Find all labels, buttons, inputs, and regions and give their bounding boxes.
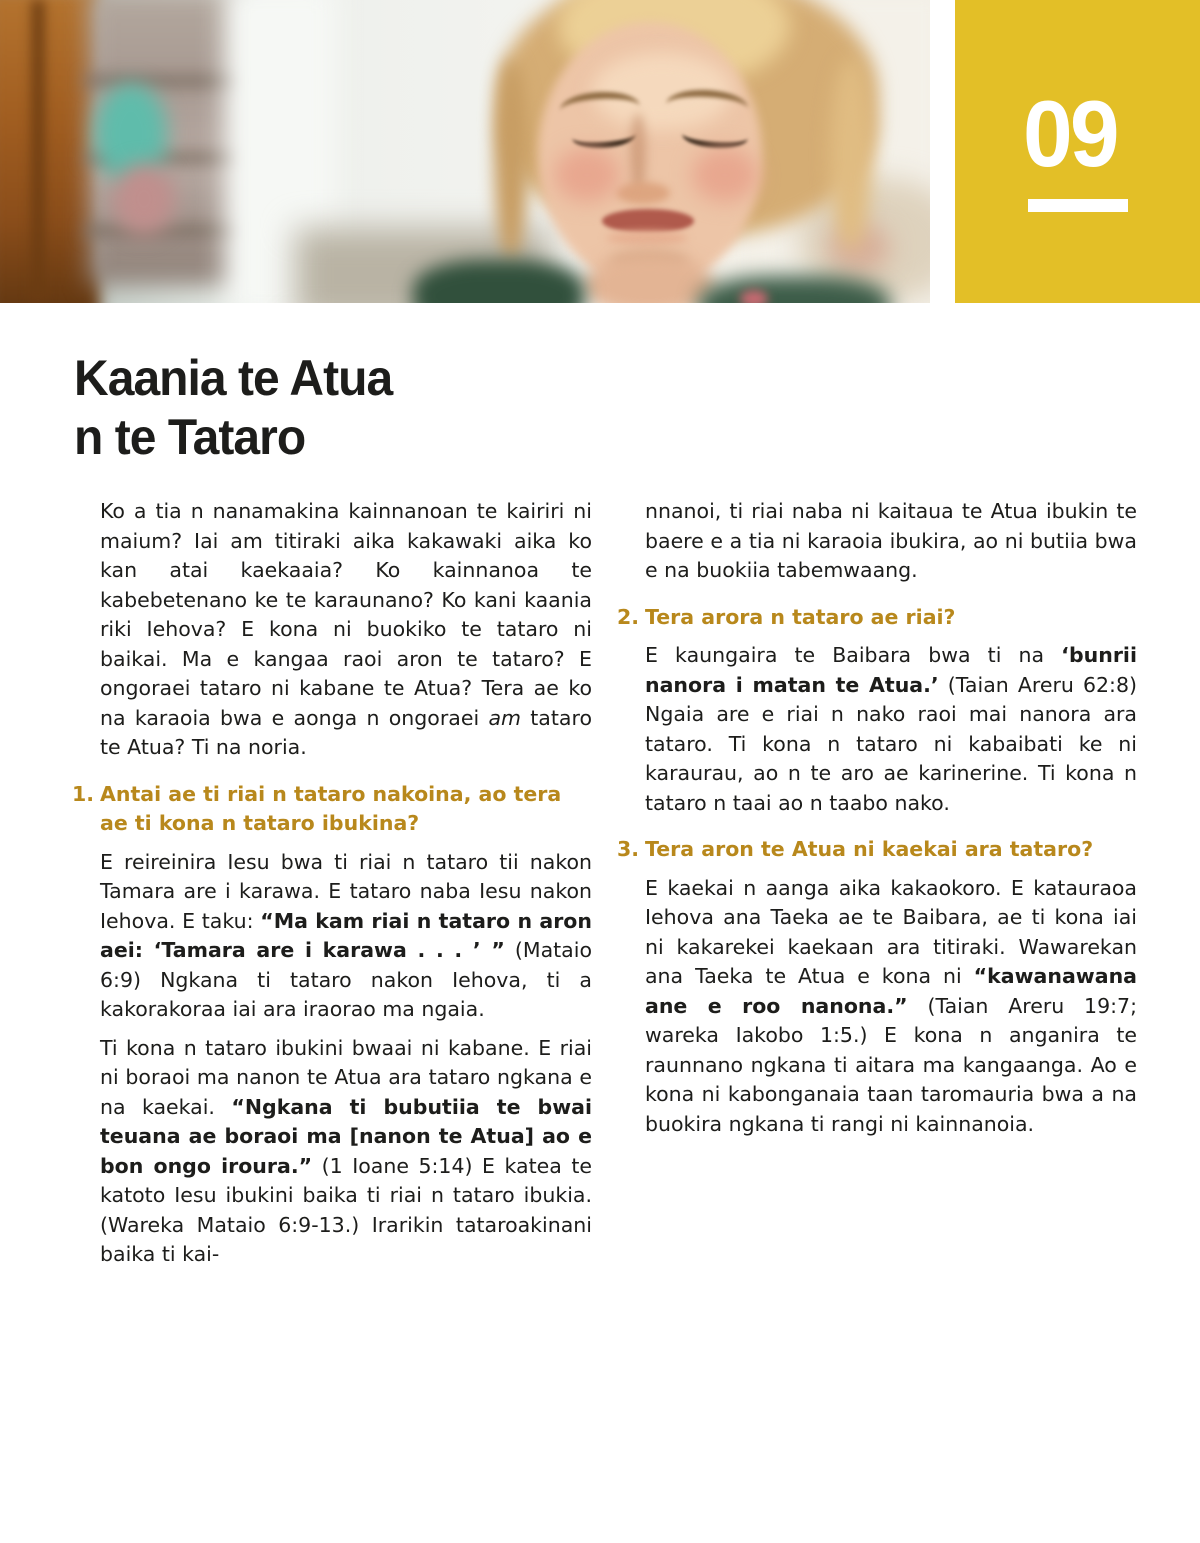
text-run: E reireinira Iesu bwa ti riai n tataro tii nakon Tamara are i karawa. E tataro naba Iesu nakon Iehova. E taku: — [100, 849, 592, 933]
photo-shelf-item-pink — [113, 163, 175, 235]
chapter-number-badge — [955, 0, 1200, 303]
chapter-number: 09 — [1023, 81, 1117, 186]
text-run: nnanoi, ti riai naba ni kaitaua te Atua ibukin te baere e a tia ni karaoia ibukira, ao ni butiia bwa e na buokiia tabemwaang. — [645, 499, 1137, 582]
question-1-paragraph-2 — [72, 1034, 592, 1270]
question-2-paragraph — [617, 641, 1137, 818]
photo-right-cheek — [692, 148, 758, 202]
question-1-number: 1. — [72, 781, 95, 806]
question-1-paragraph-2-continued — [617, 497, 1137, 586]
intro-paragraph — [72, 497, 592, 763]
photo-wood-frame — [0, 0, 100, 303]
photo-wood-edge — [32, 0, 44, 303]
text-run: Ko a tia n nanamakina kainnanoan te kairiri ni maium? Iai am titiraki aika kakawaki aika ko kan atai kaekaaia? Ko kainnanoa te kabebetenano ke te karaunano? Ko kani kaania riki Iehova? E kona ni buokiko te tataro ni baikai. Ma e kangaa raoi aron te tataro? E ongoraei tataro ni kabane te Atua? Tera ae ko na karaoia bwa e aonga n ongoraei — [100, 499, 592, 730]
page-title-line-1: Kaania te Atua — [74, 350, 393, 406]
text-run: E kaekai n aanga aika kakaokoro. E katauraoa Iehova ana Taeka ae te Baibara, ae ti kona iai ni kakarekei kaekaan ara titiraki. Wawarekan ana Taeka te Atua e kona ni — [645, 875, 1137, 988]
text-run: (Taian Areru 62:8) Ngaia are e riai n nako raoi mai nanora ara tataro. Ti kona n tataro ni kabaibati ke ni karaurau, ao n te aro ae karinerine. Ti kona n tataro n taai ao n taabo nako. — [645, 672, 1137, 815]
right-column — [617, 497, 1137, 1148]
photo-collar-pattern — [740, 290, 768, 303]
text-run: tataro te Atua? Ti na noria. — [100, 705, 592, 759]
question-3-heading — [617, 835, 1137, 865]
photo-lips — [602, 209, 694, 233]
text-run: Ti kona n tataro ibukini bwaai ni kabane. E riai ni boraoi ma nanon te Atua ara tataro ngkana e na kaekai. — [100, 1035, 592, 1119]
text-run: am — [488, 705, 521, 730]
text-run: (1 Ioane 5:14) E katea te katoto Iesu ibukini baika ti riai n tataro ibukia. (Wareka Mataio 6:9-13.) Irarikin tataroakinani baika ti kai- — [100, 1153, 592, 1266]
text-run: “Ma kam riai n tataro n aron aei: ‘Tamara are i karawa . . . ’ ” — [100, 908, 592, 962]
photo-hair-strand-left — [494, 58, 528, 260]
page-title — [74, 349, 392, 467]
text-run: “kawanawana ane e roo nanona.” — [645, 964, 1137, 1018]
text-run: “Ngkana ti bubutiia te bwai teuana ae boraoi ma [nanon te Atua] ao e bon ongo iroura.” — [100, 1094, 592, 1178]
question-1-paragraph-1 — [72, 848, 592, 1025]
photo-left-cheek — [554, 148, 620, 202]
question-2-number: 2. — [617, 604, 640, 629]
question-3-text: Tera aron te Atua ni kaekai ara tataro? — [645, 837, 1094, 861]
question-1-text: Antai ae ti riai n tataro nakoina, ao tera ae ti kona n tataro ibukina? — [100, 781, 562, 835]
text-run: (Taian Areru 19:7; wareka Iakobo 1:5.) E kona n anganira te raunnano ngkana ti aitara ma kangaanga. Ao e kona ni kabonganaia taan taromauria bwa a na buokira ngkana ti rangi ni kainnanoia. — [645, 993, 1137, 1136]
left-column — [72, 497, 592, 1279]
question-3-number: 3. — [617, 837, 640, 861]
question-1-heading — [72, 780, 592, 839]
question-2-text: Tera arora n tataro ae riai? — [645, 604, 956, 629]
photo-shelf-line — [85, 76, 240, 86]
chapter-number-underline — [1028, 199, 1128, 212]
question-2-heading — [617, 603, 1137, 633]
header-photo — [0, 0, 930, 303]
photo-lip-highlight — [606, 231, 688, 245]
text-run: (Mataio 6:9) Ngkana ti tataro nakon Iehova, ti a kakorakoraa iai ara iraorao ma ngaia. — [100, 938, 592, 1021]
photo-left-shoulder — [413, 260, 585, 303]
photo-hair-strand-right — [830, 58, 872, 250]
page-title-line-2: n te Tataro — [74, 409, 306, 465]
text-run: ‘bunrii nanora i matan te Atua.’ — [645, 643, 1137, 697]
question-3-paragraph — [617, 874, 1137, 1140]
photo-nose-tip — [616, 182, 670, 204]
text-run: E kaungaira te Baibara bwa ti na — [645, 643, 1062, 667]
